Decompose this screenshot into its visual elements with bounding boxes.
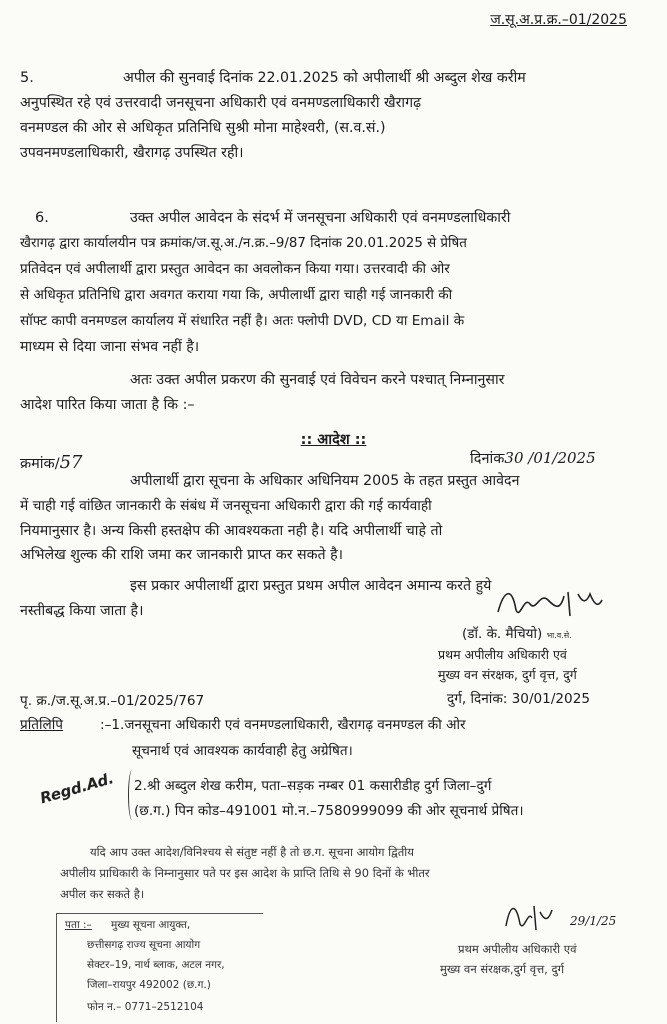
para6-line-4: से अधिकृत प्रतिनिधि द्वारा अवगत कराया गया कि, अपीलार्थी द्वारा चाही गई जानकारी की <box>20 287 453 303</box>
order-line-1: अपीलार्थी द्वारा सूचना के अधिकार अधिनियम 2005 के तहत प्रस्तुत आवेदन <box>130 473 520 489</box>
para6-line-6: माध्यम से दिया जाना संभव नहीं है। <box>20 339 200 355</box>
appeal-note-2: अपीलीय प्राधिकारी के निम्नानुसार पते पर इस आदेश के प्राप्ति तिथि से 90 दिनों के भीतर <box>60 866 430 880</box>
copy-item-2b: (छ.ग.) पिन कोड–491001 मो.न.–7580999099 की ओर सूचनार्थ प्रेषित। <box>134 803 524 819</box>
para6-line-2: खैरागढ़ द्वारा कार्यालयीन पत्र क्रमांक/ज.सू.अ./न.क्र.–9/87 दिनांक 20.01.2025 से प्रेषित <box>20 236 467 251</box>
signatory-title-2: मुख्य वन संरक्षक, दुर्ग वृत्त, दुर्ग <box>438 667 577 682</box>
copy-item-1b: सूचनार्थ एवं आवश्यक कार्यवाही हेतु अग्रेषित। <box>132 743 353 759</box>
para6-line-5: सॉफ्ट कापी वनमण्डल कार्यालय में संधारित नहीं है। अतः फ्लोपी DVD, CD या Email के <box>20 313 465 329</box>
endorsement-date: दुर्ग, दिनांक: 30/01/2025 <box>447 691 591 707</box>
copy-item-1a: :–1.जनसूचना अधिकारी एवं वनमण्डलाधिकारी, खैरागढ़ वनमण्डल की ओर <box>100 717 466 733</box>
address-line-4: जिला–रायपुर 492002 (छ.ग.) <box>87 979 211 991</box>
signature-2 <box>500 898 570 936</box>
order-number: क्रमांक/57 <box>20 452 83 473</box>
order-title: :: आदेश :: <box>300 432 367 448</box>
copy-item-2a: 2.श्री अब्दुल शेख करीम, पता–सड़क नम्बर 01 कसारीडीह दुर्ग जिला–दुर्ग <box>134 778 492 794</box>
para6-cont-2: आदेश पारित किया जाता है कि :– <box>20 397 195 413</box>
address-line-5: फोन न.– 0771–2512104 <box>87 1001 204 1013</box>
para5-number: 5. <box>20 70 34 86</box>
copy-label: प्रतिलिपि <box>20 717 63 733</box>
order-line-6: नस्तीबद्ध किया जाता है। <box>20 603 144 619</box>
document-reference: ज.सू.अ.प्र.क्र.–01/2025 <box>490 12 627 28</box>
order-line-4: अभिलेख शुल्क की राशि जमा कर जानकारी प्राप्त कर सकते है। <box>20 547 344 563</box>
address-line-1: मुख्य सूचना आयुक्त, <box>111 919 191 931</box>
address-line-3: सेक्टर–19, नार्थ ब्लाक, अटल नगर, <box>87 959 225 971</box>
signature-2-title-2: मुख्य वन संरक्षक,दुर्ग वृत्त, दुर्ग <box>440 962 565 976</box>
signatory-name: (डॉ. के. मैचियो) भा.व.से. <box>462 626 572 642</box>
endorsement-ref: पृ. क्र./ज.सू.अ.प्र.–01/2025/767 <box>20 693 205 709</box>
address-line-2: छत्तीसगढ़ राज्य सूचना आयोग <box>87 939 201 951</box>
signatory-title-1: प्रथम अपीलीय अधिकारी एवं <box>438 647 567 662</box>
appeal-note-1: यदि आप उक्त आदेश/विनिश्चय से संतुष्ट नहीं है तो छ.ग. सूचना आयोग द्वितीय <box>90 845 414 859</box>
address-box <box>56 913 263 1022</box>
order-line-2: में चाही गई वांछित जानकारी के संबंध में जनसूचना अधिकारी द्वारा की गई कार्यवाही <box>20 498 432 514</box>
para5-line-4: उपवनमण्डलाधिकारी, खैरागढ़ उपस्थित रही। <box>20 145 244 161</box>
para5-line-2: अनुपस्थित रहे एवं उत्तरवादी जनसूचना अधिकारी एवं वनमण्डलाधिकारी खैरागढ़ <box>20 95 422 111</box>
signature-2-date: 29/1/25 <box>570 914 617 928</box>
para5-line-1: अपील की सुनवाई दिनांक 22.01.2025 को अपीलार्थी श्री अब्दुल शेख करीम <box>123 70 526 86</box>
para6-cont-1: अतः उक्त अपील प्रकरण की सुनवाई एवं विवेचन करने पश्चात् निम्नानुसार <box>130 372 505 388</box>
address-label: पता :– <box>65 919 92 931</box>
regd-ad-stamp: Regd.Ad. <box>38 769 116 808</box>
para5-line-3: वनमण्डल की ओर से अधिकृत प्रतिनिधि सुश्री मोना माहेश्वरी, (स.व.सं.) <box>20 120 386 136</box>
para6-line-3: प्रतिवेदन एवं अपीलार्थी द्वारा प्रस्तुत आवेदन का अवलोकन किया गया। उत्तरवादी की ओर <box>20 261 450 277</box>
signature-2-title-1: प्रथम अपीलीय अधिकारी एवं <box>458 942 577 956</box>
signature-1 <box>490 582 610 624</box>
para6-line-1: उक्त अपील आवेदन के संदर्भ में जनसूचना अधिकारी एवं वनमण्डलाधिकारी <box>130 210 511 226</box>
order-line-5: इस प्रकार अपीलार्थी द्वारा प्रस्तुत प्रथम अपील आवेदन अमान्य करते हुये <box>130 578 492 594</box>
order-line-3: नियमानुसार है। अन्य किसी हस्तक्षेप की आवश्यकता नही है। यदि अपीलार्थी चाहे तो <box>20 523 443 539</box>
para6-number: 6. <box>35 210 49 226</box>
order-date: दिनांक30 /01/2025 <box>470 449 596 467</box>
appeal-note-3: अपील कर सकते है। <box>60 887 145 901</box>
